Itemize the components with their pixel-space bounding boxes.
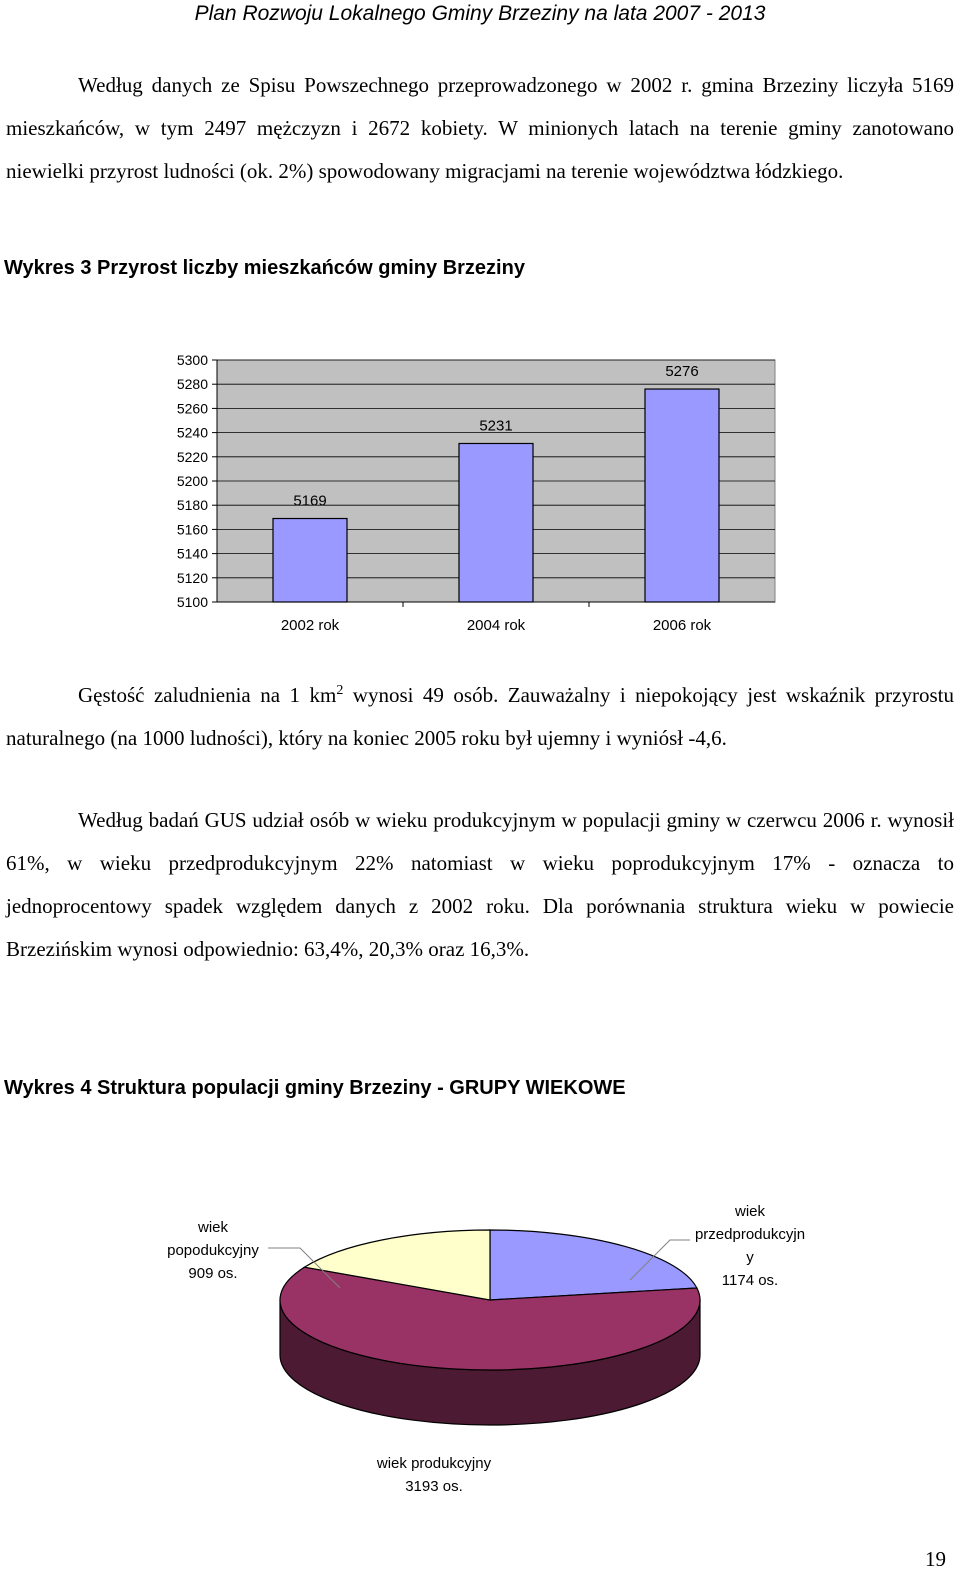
bar-value-label: 5169 — [293, 492, 327, 510]
chart4-caption: Wykres 4 Struktura populacji gminy Brzeziny - GRUPY WIEKOWE — [4, 1077, 626, 1099]
pie-label: 909 os. — [188, 1265, 238, 1282]
x-tick-label: 2006 rok — [652, 617, 712, 634]
paragraph-age-structure: Według badań GUS udział osób w wieku produkcyjnym w populacji gminy w czerwcu 2006 r. wynosił 61%, w wieku przedprodukcyjnym 22% natomiast w wieku poprodukcyjnym 17% - oznacza to jednoprocentowy spadek względem danych z 2002 roku. Dla porównania struktura wieku w powiecie Brzezińskim wynosi odpowiednio: 63,4%, 20,3% oraz 16,3%. — [6, 808, 954, 961]
y-tick-label: 5120 — [176, 569, 208, 586]
bar-value-label: 5276 — [665, 363, 699, 381]
bar-value-label: 5231 — [479, 417, 513, 435]
y-tick-label: 5260 — [176, 400, 208, 417]
y-tick-label: 5280 — [176, 376, 208, 393]
pie-label: 3193 os. — [405, 1478, 463, 1495]
density-text-a: Gęstość zaludnienia na 1 km — [78, 683, 337, 707]
bar-2 — [459, 443, 533, 602]
pie-label: y — [746, 1249, 754, 1266]
y-tick-label: 5140 — [176, 545, 208, 562]
paragraph-density — [6, 669, 954, 760]
y-tick-label: 5300 — [176, 352, 208, 368]
pie-label: wiek produkcyjny — [376, 1455, 492, 1472]
pie-label: przedprodukcyjn — [694, 1226, 806, 1243]
age-structure-pie-chart — [0, 1180, 960, 1520]
bar-1 — [273, 519, 347, 602]
y-tick-label: 5100 — [176, 594, 208, 610]
paragraph-population: Według danych ze Spisu Powszechnego przeprowadzonego w 2002 r. gmina Brzeziny liczyła 5169 mieszkańców, w tym 2497 mężczyzn i 2672 kobiety. W minionych latach na terenie gminy zanotowano niewielki przyrost ludności (ok. 2%) spowodowany migracjami na terenie województwa łódzkiego. — [6, 73, 954, 183]
bar-3 — [645, 389, 719, 602]
population-bar-chart — [0, 330, 960, 650]
y-tick-label: 5180 — [176, 497, 208, 514]
pie-label: wiek — [734, 1203, 766, 1220]
page-number: 19 — [925, 1547, 946, 1571]
y-tick-label: 5200 — [176, 473, 208, 489]
x-tick-label: 2002 rok — [280, 617, 340, 634]
pie-label: 1174 os. — [721, 1272, 779, 1289]
y-tick-label: 5220 — [176, 448, 208, 465]
density-superscript: 2 — [336, 683, 344, 698]
y-tick-label: 5160 — [176, 521, 208, 538]
y-tick-label: 5240 — [176, 424, 208, 441]
pie-label: wiek — [197, 1219, 229, 1236]
pie-label: popodukcyjny — [167, 1242, 259, 1259]
density-text-b: wynosi 49 osób. Zauważalny i niepokojący jest wskaźnik przyrostu naturalnego (na 1000 ludności), który na koniec 2005 roku był ujemny i wyniósł -4,6. — [6, 683, 954, 750]
chart3-caption: Wykres 3 Przyrost liczby mieszkańców gminy Brzeziny — [4, 257, 525, 279]
x-tick-label: 2004 rok — [466, 617, 526, 634]
page-header: Plan Rozwoju Lokalnego Gminy Brzeziny na lata 2007 - 2013 — [194, 2, 766, 25]
